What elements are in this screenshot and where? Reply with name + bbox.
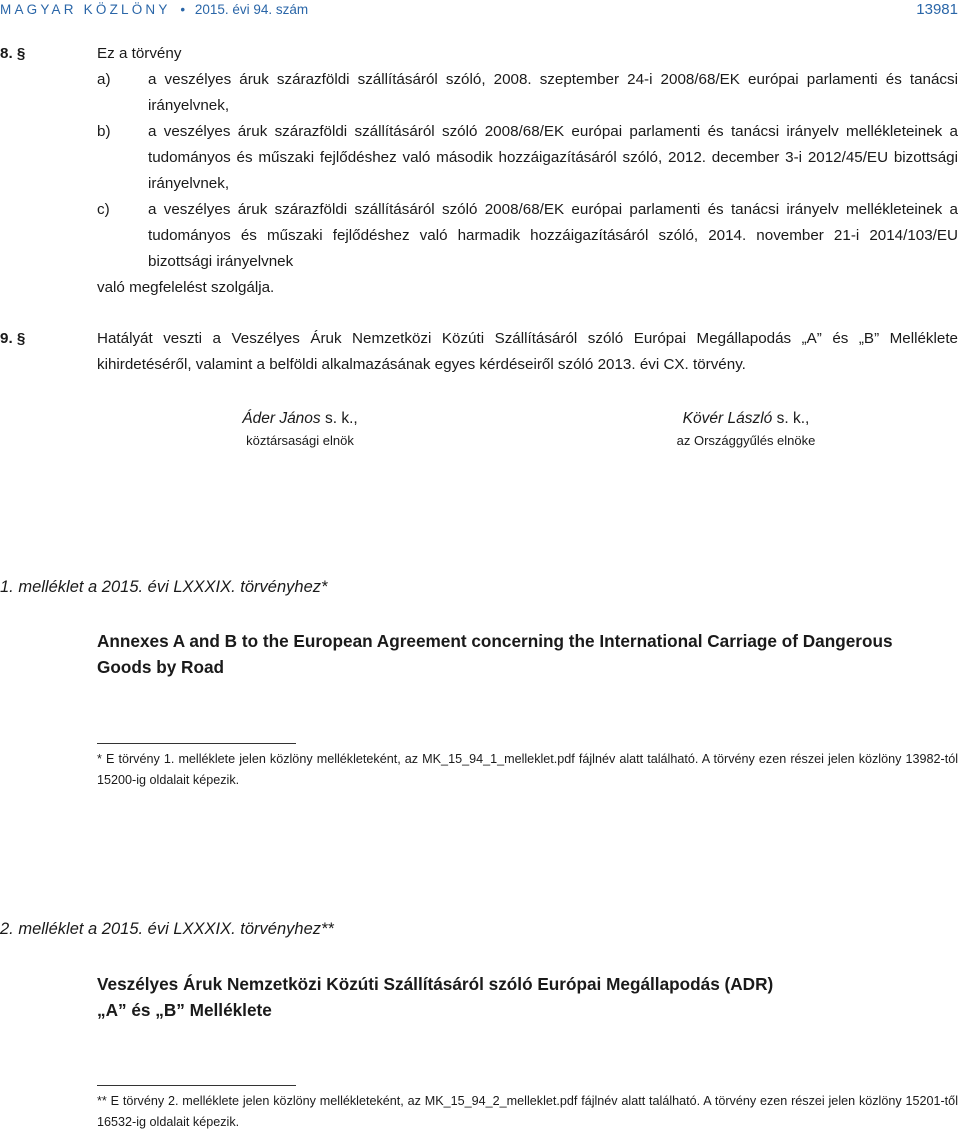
- list-item-label: a): [97, 71, 111, 88]
- list-item-text: a veszélyes áruk szárazföldi szállításáról szóló 2008/68/EK európai parlamenti és tanácsi irányelv mellékleteinek a tudományos és műszaki fejlődéshez való harmadik hozzáigazításáról szóló, 2014. november 21-i 2014/103/EU bizottsági irányelvnek: [148, 201, 958, 270]
- list-item-text: a veszélyes áruk szárazföldi szállításáról szóló 2008/68/EK európai parlamenti és tanácsi irányelv mellékleteinek a tudományos és műszaki fejlődéshez való második hozzáigazításáról szóló, 2012. december 3-i 2012/45/EU bizottsági irányelvnek,: [148, 123, 958, 192]
- signatory-suffix: s. k.,: [772, 410, 810, 427]
- footnote-rule: [97, 743, 296, 744]
- annex-2-title-line-1: Veszélyes Áruk Nemzetközi Közúti Szállításáról szóló Európai Megállapodás (ADR): [97, 974, 774, 994]
- footnote-rule: [97, 1085, 296, 1086]
- signature-speaker: [626, 408, 866, 452]
- section-8-number: 8. §: [0, 45, 26, 62]
- annex-2-footnote: ** E törvény 2. melléklete jelen közlöny mellékleteként, az MK_15_94_2_melleklet.pdf fájlnév alatt található. A törvény ezen részei jelen közlöny 15201-től 16532-ig oldalait képezik.: [97, 1094, 958, 1129]
- list-item-text: a veszélyes áruk szárazföldi szállításáról szóló, 2008. szeptember 24-i 2008/68/EK európai parlamenti és tanácsi irányelvnek,: [148, 71, 958, 114]
- section-9-text: Hatályát veszti a Veszélyes Áruk Nemzetközi Közúti Szállításáról szóló Európai Megállapodás „A” és „B” Melléklete kihirdetéséről, valamint a belföldi alkalmazásának egyes kérdéseiről szóló 2013. évi CX. törvény.: [97, 330, 958, 373]
- annex-1-footnote: * E törvény 1. melléklete jelen közlöny mellékleteként, az MK_15_94_1_melleklet.pdf fájlnév alatt található. A törvény ezen részei jelen közlöny 13982-tól 15200-ig oldalait képezik.: [97, 752, 958, 787]
- list-item-label: c): [97, 201, 110, 218]
- section-8-closing: való megfelelést szolgálja.: [97, 279, 275, 296]
- annex-1-heading: 1. melléklet a 2015. évi LXXXIX. törvényhez*: [0, 578, 328, 596]
- list-item-label: b): [97, 123, 111, 140]
- header-bullet: •: [180, 2, 186, 17]
- annex-2-title: [97, 971, 927, 1023]
- journal-title: MAGYAR KÖZLÖNY: [0, 2, 171, 17]
- annex-2-title-line-2: „A” és „B” Melléklete: [97, 1000, 272, 1020]
- annex-2-heading: 2. melléklet a 2015. évi LXXXIX. törvényhez**: [0, 920, 334, 938]
- signatory-title: az Országgyűlés elnöke: [676, 433, 816, 448]
- section-9-number: 9. §: [0, 330, 26, 347]
- issue-label: 2015. évi 94. szám: [194, 2, 309, 17]
- annex-1-title: Annexes A and B to the European Agreement concerning the International Carriage of Dangerous Goods by Road: [97, 631, 893, 677]
- signatory-suffix: s. k.,: [320, 410, 358, 427]
- signature-president: [190, 408, 410, 452]
- signatory-name: Áder János: [242, 410, 321, 427]
- running-header: [0, 0, 960, 20]
- signatory-name: Kövér László: [682, 410, 773, 427]
- signatory-title: köztársasági elnök: [246, 433, 354, 448]
- section-8-intro: Ez a törvény: [97, 45, 182, 62]
- page-number: 13981: [916, 1, 958, 18]
- journal-header: [0, 2, 308, 17]
